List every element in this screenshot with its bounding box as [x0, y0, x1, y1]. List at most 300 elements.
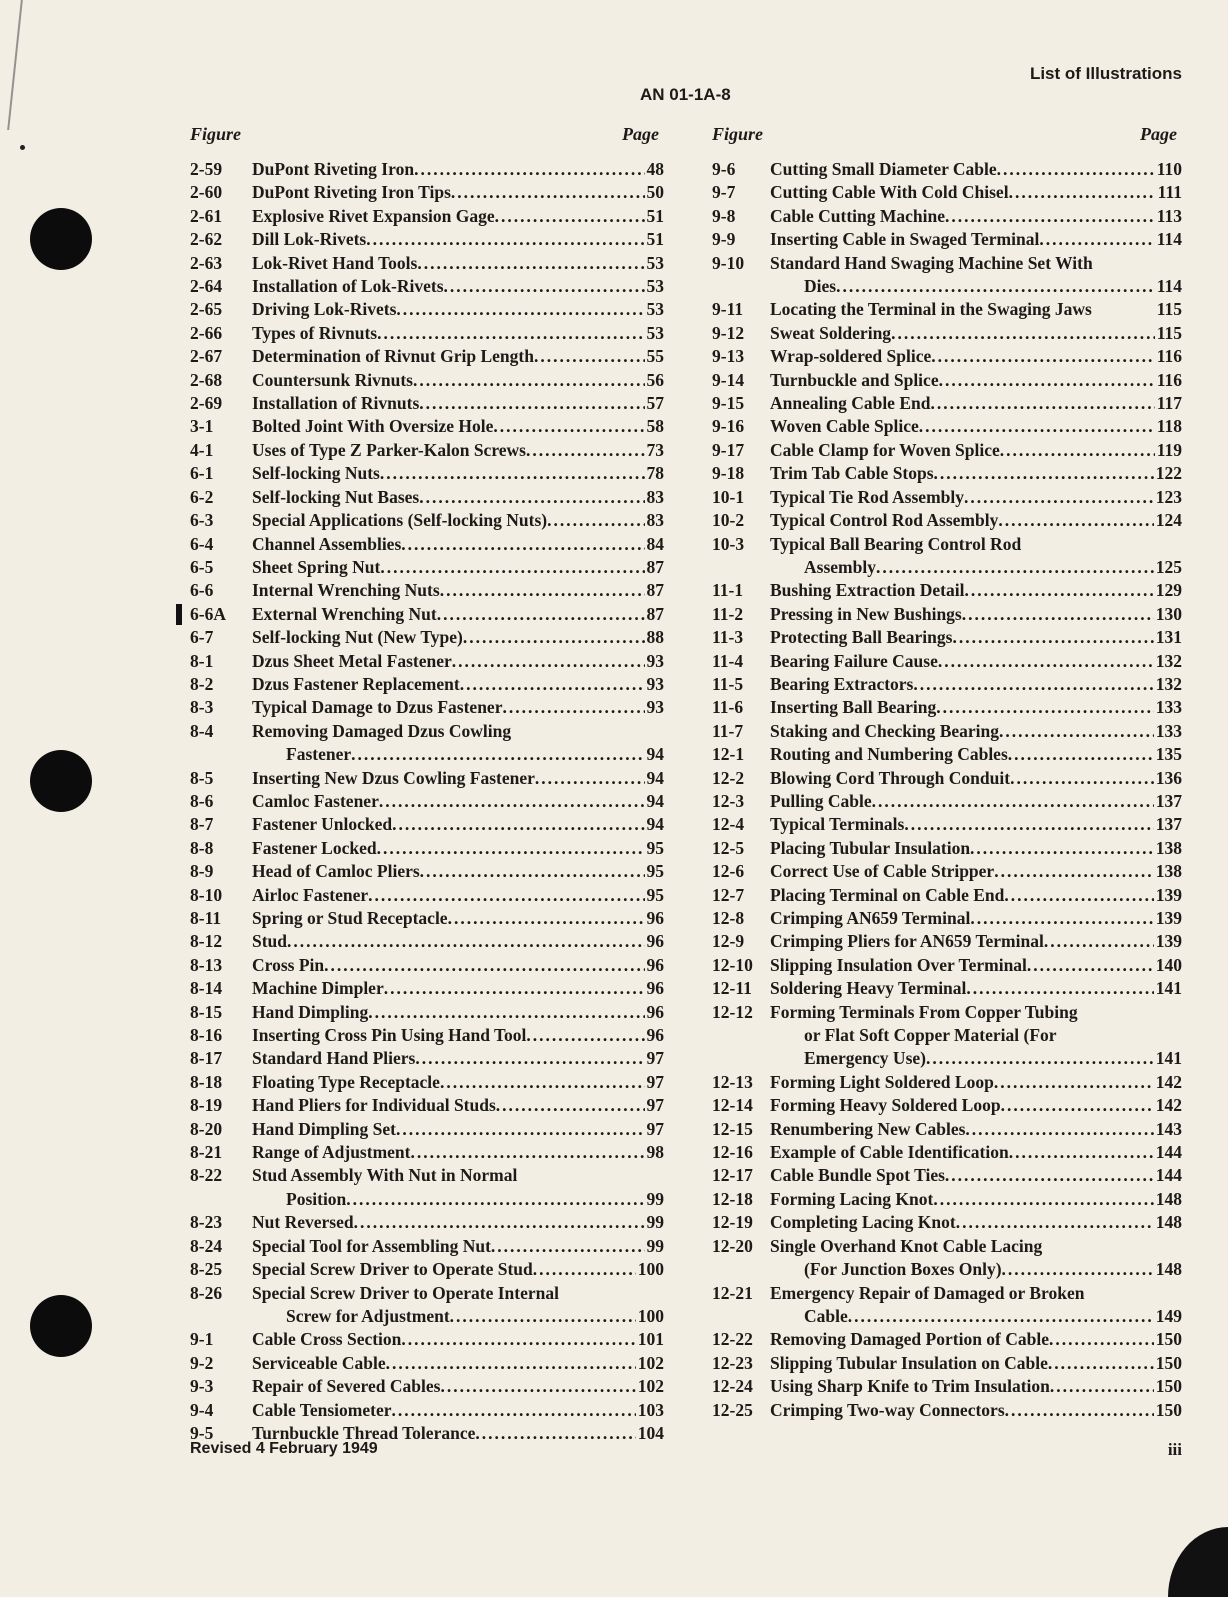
dot-leader	[994, 860, 1154, 883]
figure-number: 9-11	[712, 299, 744, 320]
figure-title: Serviceable Cable	[252, 1352, 386, 1373]
figure-title: Soldering Heavy Terminal	[770, 978, 967, 999]
dot-leader	[997, 158, 1155, 181]
figure-number: 12-4	[712, 814, 745, 835]
figure-title: Fastener Locked	[252, 837, 377, 858]
figure-title: Locating the Terminal in the Swaging Jaws	[770, 299, 1092, 320]
figure-title: Installation of Rivnuts	[252, 393, 420, 414]
list-entry	[712, 228, 1182, 251]
list-entry	[712, 1235, 1182, 1282]
page-reference: 50	[646, 182, 664, 203]
dot-leader	[1002, 1258, 1154, 1281]
figure-title: Inserting Cable in Swaged Terminal	[770, 229, 1040, 250]
dot-leader	[380, 556, 644, 579]
page-reference: 102	[637, 1376, 664, 1397]
list-entry	[712, 509, 1182, 532]
dot-leader	[930, 392, 1154, 415]
list-entry	[190, 345, 664, 368]
page-reference: 97	[646, 1095, 664, 1116]
figure-number: 8-2	[190, 673, 214, 694]
page-reference: 73	[646, 439, 664, 460]
figure-title: DuPont Riveting Iron Tips	[252, 182, 451, 203]
page-reference: 96	[646, 931, 664, 952]
figure-title: Placing Terminal on Cable End	[770, 884, 1005, 905]
dot-leader	[526, 439, 645, 462]
page-reference: 124	[1155, 510, 1182, 531]
page-edge-mark	[0, 0, 23, 130]
dot-leader	[491, 1235, 645, 1258]
page-reference: 115	[1156, 322, 1182, 343]
page-reference: 94	[646, 790, 664, 811]
page-reference: 83	[646, 486, 664, 507]
page-reference: 142	[1155, 1095, 1182, 1116]
figure-number: 8-10	[190, 884, 223, 905]
figure-number: 9-18	[712, 463, 745, 484]
page-reference: 150	[1155, 1329, 1182, 1350]
dot-leader	[534, 345, 645, 368]
figure-title: Forming Lacing Knot	[770, 1188, 934, 1209]
figure-number: 12-19	[712, 1212, 753, 1233]
figure-number: 9-12	[712, 322, 745, 343]
page-reference: 97	[646, 1118, 664, 1139]
section-title: List of Illustrations	[1029, 64, 1182, 83]
list-entry	[190, 954, 664, 977]
page-reference: 99	[646, 1212, 664, 1233]
page-reference: 56	[646, 369, 664, 390]
figure-title: Forming Light Soldered Loop	[770, 1071, 994, 1092]
figure-number: 9-8	[712, 205, 736, 226]
list-entry	[190, 1094, 664, 1117]
page-corner-shadow	[1168, 1527, 1228, 1597]
list-entry	[712, 345, 1182, 368]
dot-leader	[1027, 954, 1154, 977]
page-reference: 94	[646, 814, 664, 835]
list-entry	[712, 439, 1182, 462]
page-reference: 104	[637, 1422, 664, 1443]
figure-title: Emergency Use)	[804, 1048, 926, 1069]
figure-title: Explosive Rivet Expansion Gage	[252, 205, 495, 226]
figure-number: 11-3	[712, 627, 744, 648]
page-reference: 100	[637, 1259, 664, 1280]
list-entry	[712, 720, 1182, 743]
figure-title: Example of Cable Identification	[770, 1142, 1009, 1163]
page-reference: 100	[637, 1305, 664, 1326]
figure-number: 12-23	[712, 1352, 753, 1373]
page-reference: 116	[1156, 346, 1182, 367]
figure-number: 8-13	[190, 954, 223, 975]
dot-leader	[496, 1094, 645, 1117]
dot-leader	[368, 884, 644, 907]
list-entry	[190, 1282, 664, 1329]
dot-leader	[401, 1328, 635, 1351]
page-reference: 87	[646, 603, 664, 624]
page-reference: 129	[1155, 580, 1182, 601]
figure-title: Special Screw Driver to Operate Stud	[252, 1259, 533, 1280]
page-reference: 137	[1155, 790, 1182, 811]
page-reference: 53	[646, 252, 664, 273]
list-entry	[190, 322, 664, 345]
page-reference: 148	[1155, 1259, 1182, 1280]
dot-leader	[346, 1188, 644, 1211]
dot-leader	[936, 696, 1153, 719]
figure-number: 6-3	[190, 510, 214, 531]
figure-title: Placing Tubular Insulation	[770, 837, 971, 858]
list-entry	[190, 813, 664, 836]
dot-leader	[1050, 1375, 1154, 1398]
figure-title: Cutting Small Diameter Cable	[770, 159, 997, 179]
list-entry	[712, 860, 1182, 883]
list-entry	[190, 1001, 664, 1024]
figure-title: Inserting Cross Pin Using Hand Tool	[252, 1025, 527, 1046]
dot-leader	[945, 205, 1155, 228]
list-entry	[190, 1047, 664, 1070]
list-entry	[190, 1258, 664, 1281]
figure-title: Channel Assemblies	[252, 533, 402, 554]
dot-leader	[475, 1422, 635, 1445]
dot-leader	[1005, 1399, 1154, 1422]
figure-title: Removing Damaged Dzus Cowling	[252, 720, 512, 741]
list-entry	[712, 205, 1182, 228]
dot-leader	[998, 509, 1153, 532]
list-entry	[190, 860, 664, 883]
page-reference: 88	[646, 627, 664, 648]
figure-number: 9-1	[190, 1329, 214, 1350]
list-entry	[712, 696, 1182, 719]
list-entry	[712, 603, 1182, 626]
figure-title: Assembly	[804, 556, 876, 577]
change-bar	[176, 604, 182, 625]
figure-title: Bearing Extractors	[770, 673, 914, 694]
figure-number: 12-5	[712, 837, 745, 858]
figure-number: 6-4	[190, 533, 214, 554]
page-reference: 96	[646, 978, 664, 999]
dot-leader	[396, 298, 644, 321]
dot-leader	[999, 720, 1154, 743]
list-entry	[190, 1328, 664, 1351]
figure-title: Spring or Stud Receptacle	[252, 908, 448, 928]
figure-title: Floating Type Receptacle	[252, 1071, 440, 1092]
page-reference: 87	[646, 556, 664, 577]
figure-number: 2-60	[190, 182, 223, 203]
figure-number: 12-21	[712, 1282, 753, 1303]
page-reference: 96	[646, 954, 664, 975]
figure-title: Driving Lok-Rivets	[252, 299, 397, 320]
dot-leader	[379, 790, 645, 813]
dot-leader	[413, 369, 645, 392]
page-reference: 51	[646, 205, 664, 226]
left-page-header: Page	[622, 124, 659, 144]
figure-number: 9-17	[712, 439, 745, 460]
page-reference: 144	[1155, 1142, 1182, 1163]
figure-number: 12-17	[712, 1165, 753, 1186]
list-entry	[712, 415, 1182, 438]
figure-title: Cable	[804, 1305, 848, 1326]
figure-number: 4-1	[190, 439, 214, 460]
page-reference: 48	[646, 159, 664, 179]
figure-number: 2-62	[190, 229, 223, 250]
list-entry	[190, 579, 664, 602]
figure-number: 8-21	[190, 1142, 223, 1163]
figure-number: 9-16	[712, 416, 745, 437]
figure-title: Cable Tensiometer	[252, 1399, 392, 1420]
list-entry	[190, 1375, 664, 1398]
dot-leader	[1010, 767, 1154, 790]
figure-title: Self-locking Nuts	[252, 463, 380, 484]
figure-title: External Wrenching Nut	[252, 603, 437, 624]
figure-number: 12-15	[712, 1118, 753, 1139]
figure-number: 6-6	[190, 580, 214, 601]
list-entry	[190, 930, 664, 953]
figure-title: Trim Tab Cable Stops	[770, 463, 934, 484]
page-reference: 55	[646, 346, 664, 367]
figure-number: 9-6	[712, 159, 736, 179]
list-entry	[712, 954, 1182, 977]
page-reference: 149	[1155, 1305, 1182, 1326]
figure-title: Stud	[252, 931, 288, 952]
list-entry	[190, 415, 664, 438]
figure-number: 6-6A	[190, 603, 226, 624]
list-entry	[190, 369, 664, 392]
dot-leader	[324, 954, 644, 977]
page-reference: 117	[1156, 393, 1182, 414]
figure-title: Types of Rivnuts	[252, 322, 378, 343]
figure-title: Lok-Rivet Hand Tools	[252, 252, 418, 273]
page-reference: 118	[1156, 416, 1182, 437]
list-entry	[712, 1211, 1182, 1234]
page-reference: 95	[646, 837, 664, 858]
figure-title: Routing and Numbering Cables	[770, 744, 1008, 765]
figure-number: 12-10	[712, 954, 753, 975]
figure-title: Completing Lacing Knot	[770, 1212, 956, 1233]
page-reference: 93	[646, 673, 664, 694]
list-entry	[190, 1071, 664, 1094]
page-reference: 139	[1155, 931, 1182, 952]
figure-title: Slipping Insulation Over Terminal	[770, 954, 1027, 975]
dot-leader	[444, 275, 645, 298]
figure-title: Typical Tie Rod Assembly	[770, 486, 964, 507]
page-reference: 96	[646, 1001, 664, 1022]
dot-leader	[451, 181, 645, 204]
punch-hole	[30, 1295, 92, 1357]
dot-leader	[415, 1047, 644, 1070]
figure-title: Hand Pliers for Individual Studs	[252, 1095, 496, 1116]
dot-leader	[919, 415, 1155, 438]
figure-title: Removing Damaged Portion of Cable	[770, 1329, 1050, 1350]
list-entry	[190, 767, 664, 790]
figure-number: 12-11	[712, 978, 752, 999]
list-entry	[712, 650, 1182, 673]
list-entry	[190, 696, 664, 719]
page-reference: 131	[1155, 627, 1182, 648]
figure-title: Standard Hand Swaging Machine Set With	[770, 252, 1093, 273]
figure-number: 8-18	[190, 1071, 223, 1092]
dot-leader	[1009, 181, 1156, 204]
figure-title: Wrap-soldered Splice	[770, 346, 932, 367]
figure-number: 12-20	[712, 1235, 753, 1256]
list-entry	[712, 579, 1182, 602]
list-entry	[190, 1235, 664, 1258]
page-reference: 137	[1155, 814, 1182, 835]
page-reference: 113	[1156, 205, 1182, 226]
list-entry	[712, 462, 1182, 485]
list-entry	[190, 275, 664, 298]
figure-number: 11-5	[712, 673, 744, 694]
list-entry	[190, 673, 664, 696]
figure-number: 12-1	[712, 744, 745, 765]
figure-title: (For Junction Boxes Only)	[804, 1259, 1002, 1280]
figure-number: 8-9	[190, 861, 214, 882]
dot-leader	[933, 1188, 1153, 1211]
page-reference: 110	[1156, 159, 1182, 179]
dot-leader	[945, 1164, 1154, 1187]
list-entry	[190, 837, 664, 860]
dot-leader	[970, 907, 1153, 930]
figure-title: Dzus Fastener Replacement	[252, 673, 460, 694]
figure-number: 9-4	[190, 1399, 214, 1420]
dot-leader	[366, 228, 644, 251]
list-entry	[190, 486, 664, 509]
list-entry	[712, 181, 1182, 204]
dot-leader	[452, 650, 645, 673]
dot-leader	[952, 626, 1153, 649]
figure-number: 12-25	[712, 1399, 753, 1420]
figure-number: 9-2	[190, 1352, 214, 1373]
page-reference: 94	[646, 744, 664, 765]
figure-title: Typical Ball Bearing Control Rod	[770, 533, 1022, 554]
figure-number: 9-10	[712, 252, 745, 273]
figure-number: 9-14	[712, 369, 745, 390]
figure-title: Cross Pin	[252, 954, 325, 975]
page-reference: 130	[1155, 603, 1182, 624]
list-entry	[190, 205, 664, 228]
page-reference: 148	[1155, 1188, 1182, 1209]
list-entry	[712, 369, 1182, 392]
list-entry	[190, 392, 664, 415]
figure-number: 12-16	[712, 1142, 753, 1163]
figure-number: 8-4	[190, 720, 214, 741]
figure-title: Single Overhand Knot Cable Lacing	[770, 1235, 1043, 1256]
page-reference: 102	[637, 1352, 664, 1373]
page-reference: 53	[646, 322, 664, 343]
list-entry	[190, 252, 664, 275]
page-reference: 119	[1156, 439, 1182, 460]
figure-title: Woven Cable Splice	[770, 416, 919, 437]
dot-leader	[836, 275, 1155, 298]
figure-number: 8-26	[190, 1282, 223, 1303]
left-figure-header: Figure	[190, 124, 242, 144]
dot-leader	[448, 907, 645, 930]
dot-leader	[440, 579, 645, 602]
dot-leader	[377, 837, 645, 860]
dot-leader	[848, 1305, 1154, 1328]
page-reference: 51	[646, 229, 664, 250]
list-entry	[712, 1094, 1182, 1117]
figure-number: 9-3	[190, 1376, 214, 1397]
figure-number: 12-24	[712, 1376, 753, 1397]
page-reference: 84	[646, 533, 664, 554]
list-entry	[712, 837, 1182, 860]
dot-leader	[1000, 439, 1155, 462]
dot-leader	[354, 1211, 645, 1234]
figure-title: Turnbuckle Thread Tolerance	[252, 1422, 476, 1443]
figure-number: 11-7	[712, 720, 744, 741]
figure-number: 8-14	[190, 978, 223, 999]
figure-number: 2-68	[190, 369, 223, 390]
page-reference: 53	[646, 276, 664, 297]
figure-number: 8-22	[190, 1165, 223, 1186]
figure-title: Bearing Failure Cause	[770, 650, 938, 671]
figure-title: DuPont Riveting Iron	[252, 159, 415, 179]
figure-number: 8-5	[190, 767, 214, 788]
figure-title: Cable Cross Section	[252, 1329, 402, 1350]
list-entry	[712, 743, 1182, 766]
figure-number: 2-61	[190, 205, 223, 226]
list-entry	[712, 1399, 1182, 1422]
figure-title: Correct Use of Cable Stripper	[770, 861, 995, 882]
figure-title: Head of Camloc Pliers	[252, 861, 420, 882]
page-reference: 58	[646, 416, 664, 437]
dot-leader	[450, 1305, 636, 1328]
figure-number: 2-66	[190, 322, 223, 343]
dot-leader	[1048, 1352, 1154, 1375]
page-reference: 99	[646, 1235, 664, 1256]
figure-number: 12-7	[712, 884, 745, 905]
figure-title: Special Tool for Assembling Nut	[252, 1235, 491, 1256]
list-entry	[190, 509, 664, 532]
figure-title: Countersunk Rivnuts	[252, 369, 413, 390]
list-entry	[190, 181, 664, 204]
dot-leader	[287, 930, 644, 953]
list-entry	[190, 298, 664, 321]
figure-title: Typical Control Rod Assembly	[770, 510, 999, 531]
figure-title: Hand Dimpling Set	[252, 1118, 396, 1139]
page-reference: 93	[646, 697, 664, 718]
dot-leader	[502, 696, 644, 719]
list-entry	[712, 884, 1182, 907]
list-entry	[712, 1375, 1182, 1398]
dot-leader	[380, 462, 645, 485]
list-entry	[190, 1118, 664, 1141]
figure-title: Slipping Tubular Insulation on Cable	[770, 1352, 1048, 1373]
list-entry	[712, 533, 1182, 580]
figure-number: 2-69	[190, 393, 223, 414]
page-reference: 140	[1155, 954, 1182, 975]
list-entry	[712, 1141, 1182, 1164]
punch-hole	[30, 750, 92, 812]
figure-number: 9-9	[712, 229, 736, 250]
dot-leader	[931, 345, 1154, 368]
list-entry	[190, 1211, 664, 1234]
dot-leader	[463, 626, 645, 649]
list-entry	[712, 1071, 1182, 1094]
list-entry	[190, 158, 664, 181]
list-entry	[190, 1352, 664, 1375]
right-illustration-list	[712, 158, 1182, 1422]
page-reference: 142	[1155, 1071, 1182, 1092]
figure-number: 8-25	[190, 1259, 223, 1280]
page-reference: 114	[1156, 229, 1182, 250]
dot-leader	[419, 392, 644, 415]
figure-title: Stud Assembly With Nut in Normal	[252, 1165, 518, 1186]
left-illustration-list	[190, 158, 664, 1445]
list-entry	[712, 930, 1182, 953]
page-reference: 132	[1155, 673, 1182, 694]
figure-title: Crimping Pliers for AN659 Terminal	[770, 931, 1044, 952]
figure-number: 12-12	[712, 1001, 753, 1022]
figure-title: Fastener Unlocked	[252, 814, 393, 835]
figure-number: 10-3	[712, 533, 745, 554]
figure-title: Uses of Type Z Parker-Kalon Screws	[252, 439, 526, 460]
